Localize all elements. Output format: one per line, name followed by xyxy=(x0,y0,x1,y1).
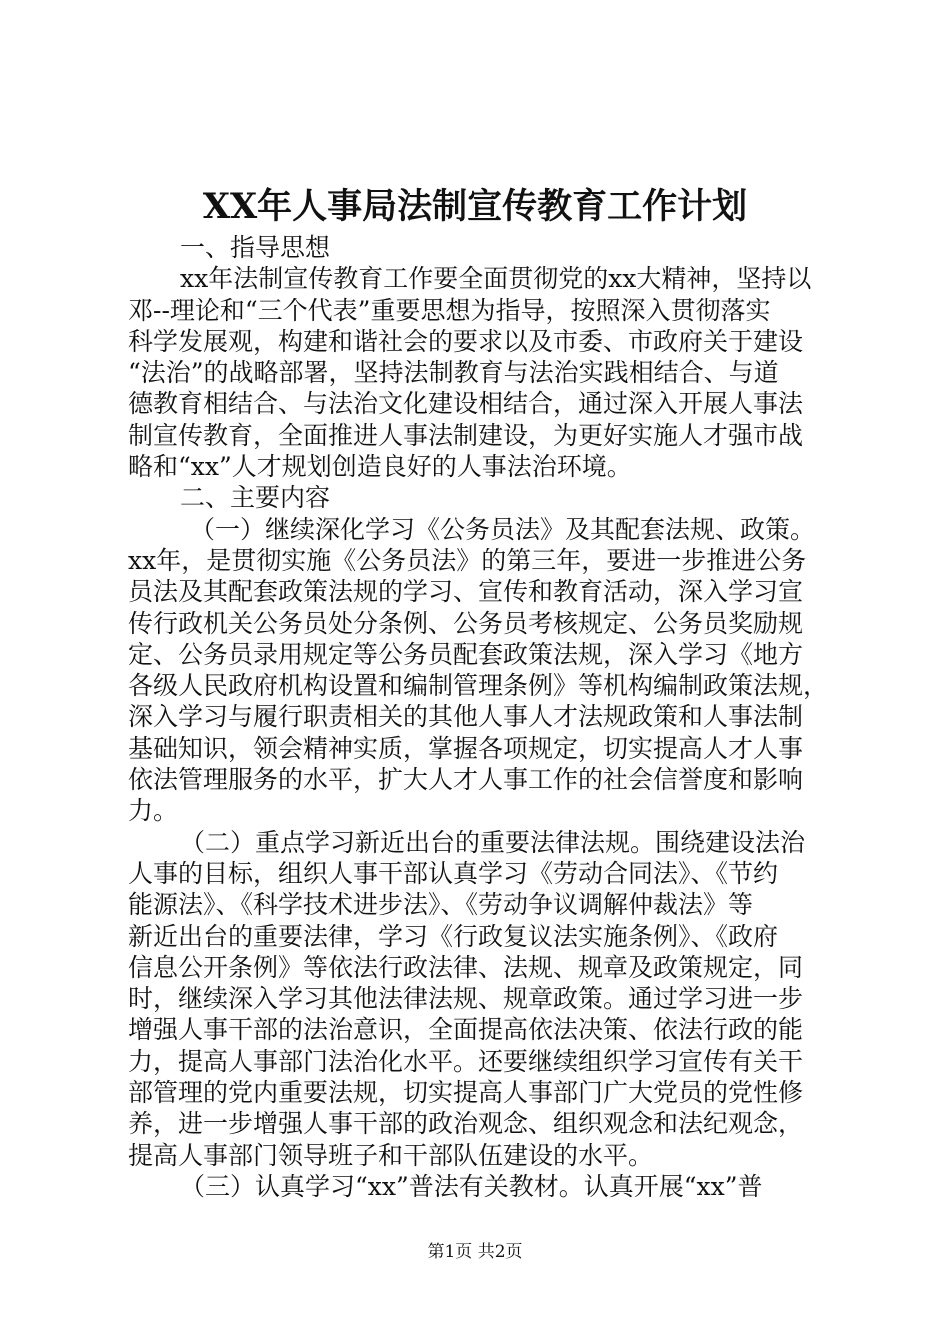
body-line: xx年法制宣传教育工作要全面贯彻党的xx大精神，坚持以 xyxy=(180,264,812,294)
body-line: 时，继续深入学习其他法律法规、规章政策。通过学习进一步 xyxy=(128,984,804,1014)
body-line: 科学发展观，构建和谐社会的要求以及市委、市政府关于建设 xyxy=(128,326,804,356)
body-line: 依法管理服务的水平，扩大人才人事工作的社会信誉度和影响 xyxy=(128,765,804,795)
body-line: 深入学习与履行职责相关的其他人事人才法规政策和人事法制 xyxy=(128,702,804,732)
body-line: 信息公开条例》等依法行政法律、法规、规章及政策规定，同 xyxy=(128,952,804,982)
body-line: 基础知识，领会精神实质，掌握各项规定，切实提高人才人事 xyxy=(128,733,804,763)
body-line: 力。 xyxy=(128,796,179,826)
body-line: （二）重点学习新近出台的重要法律法规。围绕建设法治 xyxy=(180,827,806,857)
body-line: xx年，是贯彻实施《公务员法》的第三年，要进一步推进公务 xyxy=(128,545,807,575)
body-line: “法治”的战略部署，坚持法制教育与法治实践相结合、与道 xyxy=(128,358,779,388)
page-footer: 第1页 共2页 xyxy=(427,1242,523,1262)
body-line: 新近出台的重要法律，学习《行政复议法实施条例》、《政府 xyxy=(128,921,779,951)
body-line: 制宣传教育，全面推进人事法制建设，为更好实施人才强市战 xyxy=(128,420,804,450)
body-line: 定、公务员录用规定等公务员配套政策法规，深入学习《地方 xyxy=(128,639,804,669)
body-line: 一、指导思想 xyxy=(180,233,331,262)
body-line: 力，提高人事部门法治化水平。还要继续组织学习宣传有关干 xyxy=(128,1046,804,1076)
body-line: 邓--理论和“三个代表”重要思想为指导，按照深入贯彻落实 xyxy=(128,295,771,325)
body-line: 能源法》、《科学技术进步法》、《劳动争议调解仲裁法》等 xyxy=(128,890,754,920)
body-line: 略和“xx”人才规划创造良好的人事法治环境。 xyxy=(128,452,632,482)
body-line: （一）继续深化学习《公务员法》及其配套法规、政策。 xyxy=(190,514,816,544)
body-line: 增强人事干部的法治意识，全面提高依法决策、依法行政的能 xyxy=(128,1015,804,1045)
body-line: 人事的目标，组织人事干部认真学习《劳动合同法》、《节约 xyxy=(128,858,779,888)
body-line: 员法及其配套政策法规的学习、宣传和教育活动，深入学习宣 xyxy=(128,577,804,607)
body-line: 部管理的党内重要法规，切实提高人事部门广大党员的党性修 xyxy=(128,1078,804,1108)
body-line: 养，进一步增强人事干部的政治观念、组织观念和法纪观念， xyxy=(128,1109,804,1139)
body-line: 二、主要内容 xyxy=(180,483,331,513)
document-body xyxy=(128,232,832,1202)
body-line: 各级人民政府机构设置和编制管理条例》等机构编制政策法规， xyxy=(128,671,829,701)
body-line: （三）认真学习“xx”普法有关教材。认真开展“xx”普 xyxy=(180,1171,763,1201)
body-line: 德教育相结合、与法治文化建设相结合，通过深入开展人事法 xyxy=(128,389,804,419)
body-line: 传行政机关公务员处分条例、公务员考核规定、公务员奖励规 xyxy=(128,608,804,638)
body-line: 提高人事部门领导班子和干部队伍建设的水平。 xyxy=(128,1140,654,1170)
document-title: XX年人事局法制宣传教育工作计划 xyxy=(202,186,748,227)
